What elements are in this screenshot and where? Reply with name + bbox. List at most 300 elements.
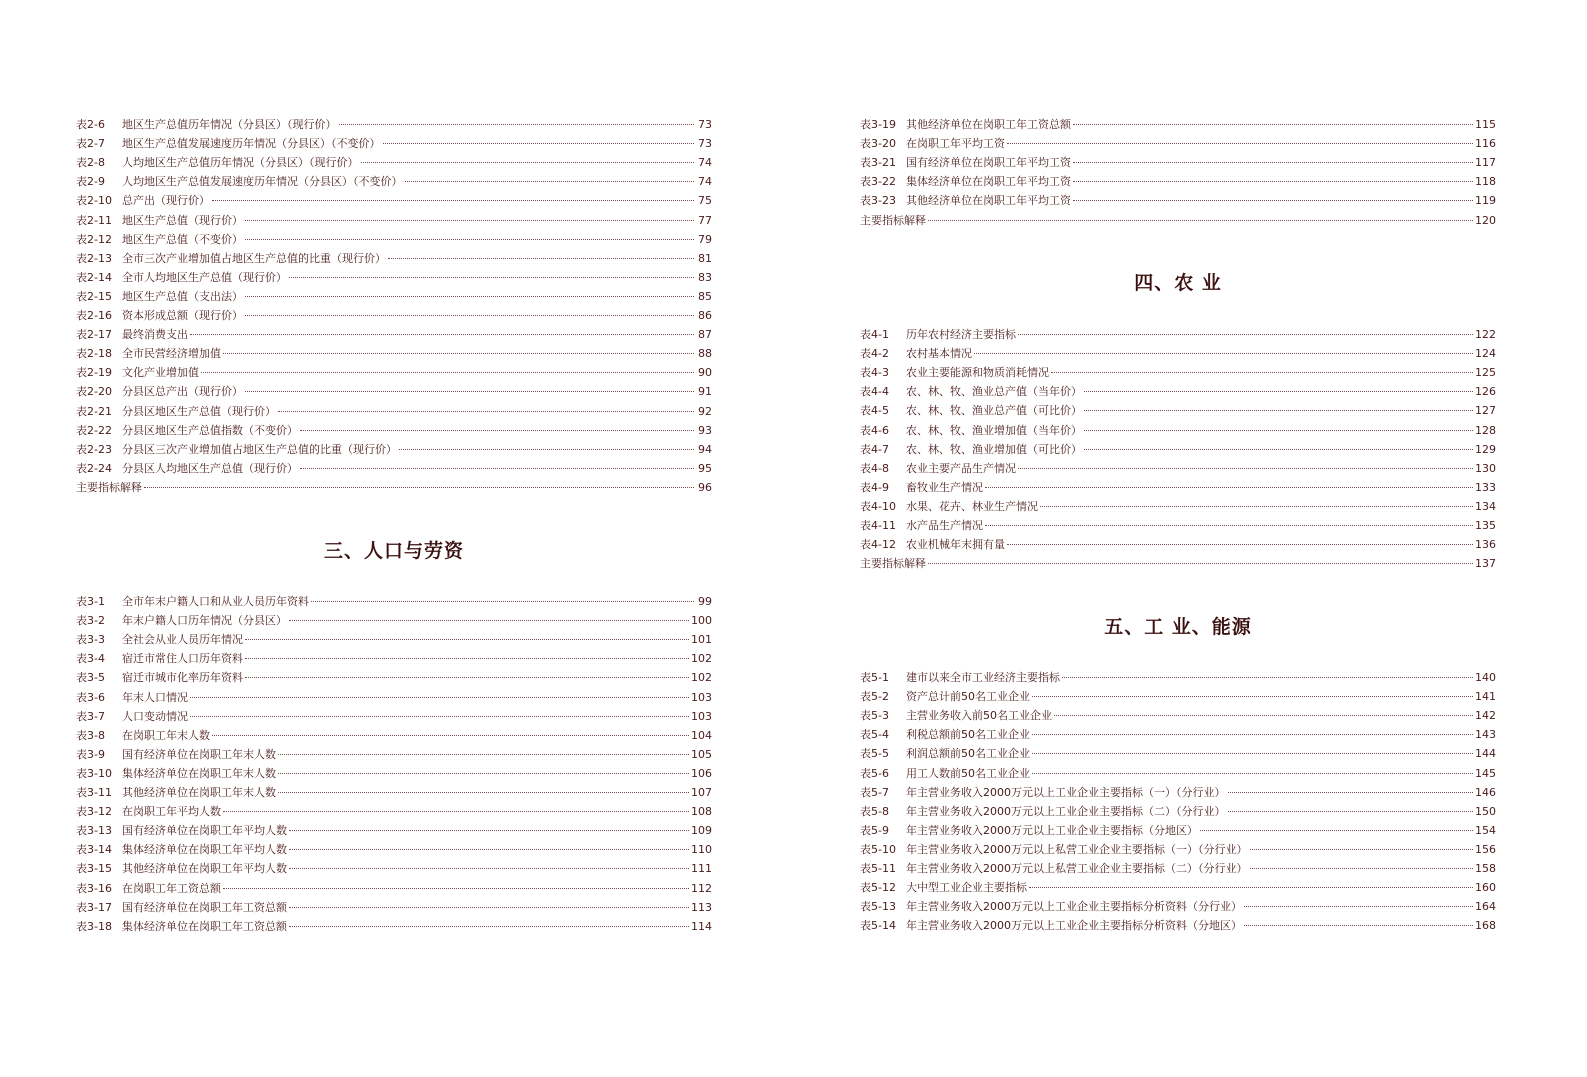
toc-entry-code: 表4-4	[860, 385, 889, 399]
toc-entry[interactable]	[76, 115, 712, 134]
toc-entry-page: 117	[1475, 156, 1496, 170]
toc-entry-title: 全市民营经济增加值	[122, 347, 221, 361]
toc-entry-title: 主营业务收入前50名工业企业	[906, 709, 1052, 723]
toc-entry-title: 水果、花卉、林业生产情况	[906, 499, 1038, 513]
toc-entry-code: 表2-21	[76, 404, 112, 418]
dot-leader	[405, 181, 695, 182]
toc-entry-title: 农、林、牧、渔业总产值（可比价）	[906, 404, 1082, 418]
toc-entry-page: 103	[691, 690, 712, 704]
toc-entry-code: 表2-17	[76, 328, 112, 342]
dot-leader	[289, 620, 689, 621]
toc-entry-title: 地区生产总值（现行价）	[122, 213, 243, 227]
toc-entry-page: 119	[1475, 194, 1496, 208]
toc-entry-code: 表3-18	[76, 919, 112, 933]
dot-leader	[289, 907, 689, 908]
toc-entry[interactable]	[76, 478, 712, 497]
toc-entry-page: 81	[698, 251, 712, 265]
toc-entry-code: 表5-2	[860, 690, 889, 704]
toc-entry-title: 大中型工业企业主要指标	[906, 881, 1027, 895]
toc-entry-title: 分县区地区生产总值（现行价）	[122, 404, 276, 418]
toc-entry-code: 表3-17	[76, 900, 112, 914]
toc-entry-code: 表2-12	[76, 232, 112, 246]
toc-entry-title: 国有经济单位在岗职工年末人数	[122, 747, 276, 761]
dot-leader	[339, 124, 695, 125]
toc-entry-title: 人均地区生产总值历年情况（分县区）（现行价）	[122, 156, 359, 170]
toc-entry-page: 140	[1475, 671, 1496, 684]
dot-leader	[1084, 391, 1473, 392]
toc-entry-title: 国有经济单位在岗职工年工资总额	[122, 900, 287, 914]
toc-entry-title: 最终消费支出	[122, 328, 188, 342]
dot-leader	[223, 811, 689, 812]
dot-leader	[300, 468, 694, 469]
toc-entry[interactable]	[860, 706, 1496, 725]
toc-entry-code: 表3-10	[76, 766, 112, 780]
toc-entry[interactable]	[76, 821, 712, 840]
toc-entry[interactable]	[860, 478, 1496, 497]
toc-entry[interactable]	[76, 840, 712, 859]
toc-entry-title: 全市三次产业增加值占地区生产总值的比重（现行价）	[122, 251, 386, 265]
toc-entry[interactable]	[76, 153, 712, 172]
dot-leader	[388, 258, 694, 259]
toc-entry-page: 112	[691, 881, 712, 895]
toc-entry[interactable]	[860, 802, 1496, 821]
toc-entry-code: 表5-8	[860, 804, 889, 818]
dot-leader	[985, 487, 1473, 488]
dot-leader	[201, 372, 694, 373]
toc-entry-title: 全市年末户籍人口和从业人员历年资料	[122, 595, 309, 608]
toc-entry-code: 表5-7	[860, 785, 889, 799]
toc-entry-title: 地区生产总值历年情况（分县区）（现行价）	[122, 118, 337, 131]
dot-leader	[1073, 162, 1473, 163]
toc-entry[interactable]	[860, 153, 1496, 172]
toc-entry-code: 表2-18	[76, 347, 112, 361]
dot-leader	[1084, 410, 1473, 411]
toc-entry-code: 表3-20	[860, 137, 896, 151]
toc-entry-title: 农、林、牧、渔业增加值（可比价）	[906, 442, 1082, 456]
toc-entry-title: 年主营业务收入2000万元以上工业企业主要指标分析资料（分行业）	[906, 900, 1242, 914]
toc-entry[interactable]	[76, 917, 712, 936]
dot-leader	[278, 411, 694, 412]
toc-entry-code: 表2-20	[76, 385, 112, 399]
dot-leader	[212, 735, 689, 736]
toc-entry-title: 文化产业增加值	[122, 366, 199, 380]
toc-entry[interactable]	[860, 897, 1496, 916]
toc-entry[interactable]	[76, 898, 712, 917]
toc-entry[interactable]	[860, 497, 1496, 516]
toc-entry-page: 126	[1475, 385, 1496, 399]
toc-entry-code: 表5-4	[860, 728, 889, 742]
dot-leader	[985, 525, 1473, 526]
toc-entry-code: 表4-1	[860, 328, 889, 341]
toc-entry-page: 145	[1475, 766, 1496, 780]
toc-entry-page: 101	[691, 633, 712, 647]
dot-leader	[1244, 906, 1473, 907]
toc-entry-title: 人口变动情况	[122, 709, 188, 723]
toc-entry-page: 100	[691, 614, 712, 628]
dot-leader	[212, 200, 694, 201]
toc-entry[interactable]	[860, 859, 1496, 878]
toc-entry-title: 年主营业务收入2000万元以上工业企业主要指标（二）（分行业）	[906, 804, 1226, 818]
toc-entry-title: 畜牧业生产情况	[906, 480, 983, 494]
toc-entry[interactable]	[76, 859, 712, 878]
toc-entry[interactable]	[76, 668, 712, 687]
toc-entry-code: 表2-15	[76, 289, 112, 303]
dot-leader	[300, 430, 694, 431]
dot-leader	[245, 315, 694, 316]
toc-entry-page: 129	[1475, 442, 1496, 456]
toc-entry-code: 表3-23	[860, 194, 896, 208]
dot-leader	[1007, 544, 1473, 545]
toc-entry[interactable]	[76, 268, 712, 287]
dot-leader	[1250, 868, 1474, 869]
dot-leader	[245, 658, 689, 659]
dot-leader	[1073, 124, 1473, 125]
toc-entry[interactable]	[860, 916, 1496, 935]
toc-entry-title: 用工人数前50名工业企业	[906, 766, 1030, 780]
dot-leader	[223, 888, 689, 889]
toc-entry-title: 集体经济单位在岗职工年平均工资	[906, 175, 1071, 189]
toc-entry-page: 115	[1475, 118, 1496, 131]
toc-entry-code: 表2-9	[76, 175, 105, 189]
toc-entry[interactable]	[860, 744, 1496, 763]
toc-entry[interactable]	[860, 783, 1496, 802]
dot-leader	[1032, 773, 1473, 774]
dot-leader	[1084, 449, 1473, 450]
toc-entry-page: 118	[1475, 175, 1496, 189]
toc-entry-page: 96	[698, 480, 712, 494]
dot-leader	[245, 677, 689, 678]
dot-leader	[190, 697, 689, 698]
toc-entry-code: 表2-14	[76, 270, 112, 284]
dot-leader	[289, 926, 689, 927]
toc-entry-title: 建市以来全市工业经济主要指标	[906, 671, 1060, 684]
toc-entry[interactable]	[76, 402, 712, 421]
toc-entry-code: 表5-10	[860, 842, 896, 856]
toc-entry-code: 表4-5	[860, 404, 889, 418]
toc-entry-code: 表5-14	[860, 919, 896, 933]
section-heading-4: 四、农 业	[1134, 272, 1222, 294]
toc-entry-page: 77	[698, 213, 712, 227]
toc-entry-title: 宿迁市常住人口历年资料	[122, 652, 243, 666]
toc-entry[interactable]	[860, 134, 1496, 153]
dot-leader	[190, 716, 689, 717]
toc-entry-code: 表3-2	[76, 614, 105, 628]
toc-entry[interactable]	[76, 382, 712, 401]
toc-entry-title: 水产品生产情况	[906, 519, 983, 532]
toc-entry-title: 在岗职工年工资总额	[122, 881, 221, 895]
toc-entry-title: 资产总计前50名工业企业	[906, 690, 1030, 704]
toc-entry[interactable]	[76, 630, 712, 649]
toc-entry-page: 142	[1475, 709, 1496, 723]
toc-entry[interactable]	[860, 725, 1496, 744]
toc-entry-page: 105	[691, 747, 712, 761]
toc-entry-page: 134	[1475, 499, 1496, 513]
toc-entry[interactable]	[860, 325, 1496, 344]
toc-entry[interactable]	[860, 554, 1496, 573]
toc-entry[interactable]	[76, 344, 712, 363]
toc-entry-title: 其他经济单位在岗职工年工资总额	[906, 118, 1071, 131]
dot-leader	[928, 563, 1473, 564]
toc-entry-page: 144	[1475, 747, 1496, 761]
toc-entry-title: 农业机械年末拥有量	[906, 538, 1005, 552]
toc-entry-code: 表5-11	[860, 862, 896, 875]
toc-entry[interactable]	[76, 440, 712, 459]
dot-leader	[278, 792, 689, 793]
toc-entry[interactable]	[860, 687, 1496, 706]
dot-leader	[928, 220, 1473, 221]
toc-entry-page: 143	[1475, 728, 1496, 742]
toc-entry[interactable]	[76, 611, 712, 630]
toc-entry-title: 分县区总产出（现行价）	[122, 385, 243, 399]
toc-entry-page: 73	[698, 118, 712, 131]
toc-entry[interactable]	[860, 382, 1496, 401]
toc-entry[interactable]	[76, 592, 712, 611]
dot-leader	[1007, 143, 1473, 144]
dot-leader	[144, 487, 694, 488]
toc-entry-page: 91	[698, 385, 712, 399]
toc-entry-title: 全社会从业人员历年情况	[122, 633, 243, 647]
toc-entry-page: 130	[1475, 461, 1496, 475]
toc-entry[interactable]	[860, 535, 1496, 554]
toc-entry-page: 99	[698, 595, 712, 608]
toc-entry[interactable]	[76, 802, 712, 821]
toc-entry-code: 表3-3	[76, 633, 105, 647]
toc-entry-page: 90	[698, 366, 712, 380]
dot-leader	[245, 296, 694, 297]
toc-entry-title: 主要指标解释	[76, 480, 142, 494]
toc-entry[interactable]	[860, 344, 1496, 363]
dot-leader	[289, 277, 694, 278]
dot-leader	[245, 639, 689, 640]
toc-entry[interactable]	[76, 287, 712, 306]
toc-entry-title: 年主营业务收入2000万元以上工业企业主要指标（分地区）	[906, 823, 1198, 837]
toc-entry[interactable]	[860, 840, 1496, 859]
toc-entry[interactable]	[76, 707, 712, 726]
dot-leader	[1228, 792, 1474, 793]
toc-entry[interactable]	[76, 325, 712, 344]
toc-entry-code: 表3-8	[76, 728, 105, 742]
toc-entry-code: 表3-11	[76, 786, 112, 799]
toc-entry[interactable]	[860, 421, 1496, 440]
toc-entry-page: 106	[691, 766, 712, 780]
dot-leader	[1040, 506, 1473, 507]
toc-entry-page: 122	[1475, 328, 1496, 341]
toc-entry-code: 表4-11	[860, 519, 896, 532]
dot-leader	[289, 830, 689, 831]
dot-leader	[399, 449, 694, 450]
dot-leader	[245, 239, 694, 240]
toc-entry-code: 表3-19	[860, 118, 896, 131]
toc-entry-title: 农、林、牧、渔业增加值（当年价）	[906, 423, 1082, 437]
toc-entry-code: 表3-13	[76, 824, 112, 838]
toc-entry[interactable]	[76, 191, 712, 210]
toc-entry-code: 表2-24	[76, 461, 112, 475]
toc-entry-page: 73	[698, 137, 712, 151]
toc-entry-title: 全市人均地区生产总值（现行价）	[122, 270, 287, 284]
toc-entry[interactable]	[860, 878, 1496, 897]
toc-entry[interactable]	[860, 401, 1496, 420]
toc-entry-code: 表5-1	[860, 671, 889, 684]
toc-entry[interactable]	[76, 211, 712, 230]
toc-entry-title: 利税总额前50名工业企业	[906, 728, 1030, 742]
dot-leader	[1200, 830, 1473, 831]
toc-entry[interactable]	[76, 783, 712, 802]
toc-entry[interactable]	[860, 115, 1496, 134]
dot-leader	[1018, 334, 1473, 335]
dot-leader	[278, 754, 689, 755]
toc-entry[interactable]	[860, 821, 1496, 840]
toc-entry-code: 表4-8	[860, 461, 889, 475]
toc-entry-page: 124	[1475, 347, 1496, 361]
toc-entry-page: 125	[1475, 366, 1496, 380]
toc-entry-title: 人均地区生产总值发展速度历年情况（分县区）（不变价）	[122, 175, 403, 189]
toc-entry-code: 表3-21	[860, 156, 896, 170]
toc-entry-code: 表5-5	[860, 747, 889, 761]
toc-entry[interactable]	[76, 421, 712, 440]
toc-entry-code: 表3-9	[76, 747, 105, 761]
toc-entry-page: 158	[1475, 862, 1496, 875]
toc-entry[interactable]	[860, 191, 1496, 210]
toc-entry-title: 地区生产总值（不变价）	[122, 232, 243, 246]
toc-entry-title: 集体经济单位在岗职工年末人数	[122, 766, 276, 780]
toc-entry-code: 表3-16	[76, 881, 112, 895]
toc-entry-title: 地区生产总值（支出法）	[122, 289, 243, 303]
dot-leader	[245, 220, 694, 221]
toc-entry-title: 分县区三次产业增加值占地区生产总值的比重（现行价）	[122, 442, 397, 456]
toc-entry-page: 109	[691, 824, 712, 838]
toc-entry-code: 表4-9	[860, 480, 889, 494]
dot-leader	[361, 162, 695, 163]
toc-entry-page: 107	[691, 786, 712, 799]
toc-entry-page: 88	[698, 347, 712, 361]
toc-entry-code: 表5-12	[860, 881, 896, 895]
toc-entry-page: 114	[691, 919, 712, 933]
dot-leader	[383, 143, 695, 144]
toc-entry-page: 128	[1475, 423, 1496, 437]
toc-entry-code: 表5-3	[860, 709, 889, 723]
toc-entry-code: 表3-14	[76, 843, 112, 857]
toc-entry[interactable]	[860, 516, 1496, 535]
toc-entry[interactable]	[860, 668, 1496, 687]
toc-entry-title: 主要指标解释	[860, 213, 926, 227]
toc-entry[interactable]	[860, 764, 1496, 783]
toc-entry-title: 其他经济单位在岗职工年平均人数	[122, 862, 287, 876]
dot-leader	[289, 868, 689, 869]
toc-entry-page: 74	[698, 175, 712, 189]
toc-entry[interactable]	[76, 363, 712, 382]
toc-entry[interactable]	[860, 459, 1496, 478]
toc-entry[interactable]	[76, 879, 712, 898]
toc-entry-title: 年主营业务收入2000万元以上私营工业企业主要指标（一）（分行业）	[906, 842, 1248, 856]
toc-entry-page: 102	[691, 671, 712, 685]
toc-entry[interactable]	[76, 172, 712, 191]
toc-entry-page: 103	[691, 709, 712, 723]
toc-entry-page: 168	[1475, 919, 1496, 933]
toc-entry[interactable]	[76, 134, 712, 153]
toc-entry-page: 108	[691, 805, 712, 819]
dot-leader	[1051, 372, 1473, 373]
toc-entry-page: 95	[698, 461, 712, 475]
dot-leader	[1032, 753, 1473, 754]
toc-entry[interactable]	[76, 764, 712, 783]
toc-entry-page: 156	[1475, 842, 1496, 856]
toc-entry-code: 表3-7	[76, 709, 105, 723]
toc-entry-code: 表3-12	[76, 805, 112, 819]
toc-entry-title: 年末户籍人口历年情况（分县区）	[122, 614, 287, 628]
toc-entry-title: 宿迁市城市化率历年资料	[122, 671, 243, 685]
toc-entry-title: 在岗职工年平均工资	[906, 137, 1005, 151]
toc-entry-page: 86	[698, 309, 712, 322]
toc-entry-page: 113	[691, 900, 712, 914]
toc-entry[interactable]	[76, 306, 712, 325]
toc-entry-title: 农业主要能源和物质消耗情况	[906, 366, 1049, 380]
toc-entry-title: 在岗职工年平均人数	[122, 805, 221, 819]
toc-entry-page: 127	[1475, 404, 1496, 418]
dot-leader	[1054, 715, 1473, 716]
toc-entry-page: 164	[1475, 900, 1496, 914]
toc-entry-code: 表3-22	[860, 175, 896, 189]
toc-entry-title: 年主营业务收入2000万元以上私营工业企业主要指标（二）（分行业）	[906, 862, 1248, 875]
toc-entry[interactable]	[860, 211, 1496, 230]
toc-entry-page: 111	[691, 862, 712, 876]
toc-entry-title: 年末人口情况	[122, 690, 188, 704]
toc-entry-title: 农、林、牧、渔业总产值（当年价）	[906, 385, 1082, 399]
section-heading-3: 三、人口与劳资	[323, 540, 464, 562]
toc-entry-code: 表5-13	[860, 900, 896, 914]
toc-entry[interactable]	[76, 726, 712, 745]
toc-entry[interactable]	[860, 363, 1496, 382]
dot-leader	[1073, 200, 1473, 201]
toc-entry[interactable]	[76, 745, 712, 764]
toc-entry-code: 表2-10	[76, 194, 112, 208]
toc-entry[interactable]	[76, 230, 712, 249]
toc-entry-title: 集体经济单位在岗职工年工资总额	[122, 919, 287, 933]
dot-leader	[1228, 811, 1474, 812]
toc-entry-title: 其他经济单位在岗职工年平均工资	[906, 194, 1071, 208]
toc-entry-title: 资本形成总额（现行价）	[122, 309, 243, 322]
toc-entry-page: 135	[1475, 519, 1496, 532]
toc-entry[interactable]	[860, 172, 1496, 191]
toc-entry[interactable]	[76, 249, 712, 268]
toc-entry-page: 75	[698, 194, 712, 208]
dot-leader	[289, 849, 689, 850]
toc-entry[interactable]	[76, 688, 712, 707]
toc-entry-code: 表2-22	[76, 423, 112, 437]
toc-entry-code: 表4-6	[860, 423, 889, 437]
toc-entry[interactable]	[76, 459, 712, 478]
toc-entry-code: 表2-11	[76, 213, 112, 227]
dot-leader	[1084, 430, 1473, 431]
toc-entry-page: 120	[1475, 213, 1496, 227]
toc-entry-title: 总产出（现行价）	[122, 194, 210, 208]
toc-entry-title: 分县区人均地区生产总值（现行价）	[122, 461, 298, 475]
toc-entry-page: 85	[698, 289, 712, 303]
toc-entry-code: 表4-7	[860, 442, 889, 456]
toc-entry-page: 146	[1475, 785, 1496, 799]
dot-leader	[1032, 696, 1473, 697]
toc-entry-code: 表2-19	[76, 366, 112, 380]
dot-leader	[974, 353, 1473, 354]
dot-leader	[278, 773, 689, 774]
toc-entry-code: 表3-4	[76, 652, 105, 666]
toc-entry-page: 74	[698, 156, 712, 170]
toc-entry-page: 93	[698, 423, 712, 437]
toc-entry[interactable]	[76, 649, 712, 668]
toc-entry-code: 表5-9	[860, 823, 889, 837]
toc-entry-title: 分县区地区生产总值指数（不变价）	[122, 423, 298, 437]
dot-leader	[1029, 887, 1473, 888]
toc-entry[interactable]	[860, 440, 1496, 459]
